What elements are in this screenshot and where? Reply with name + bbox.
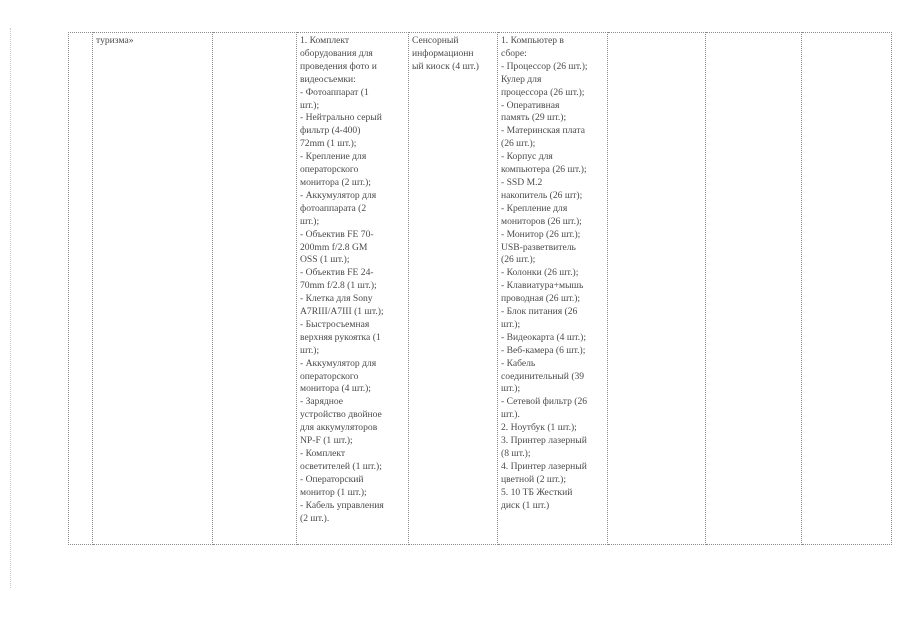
cell-line: фильтр (4-400) [300, 125, 361, 137]
cell-kiosk [409, 33, 498, 545]
cell-line: - Блок питания (26 [501, 306, 578, 318]
cell-direction [93, 33, 213, 545]
cell-line: - Веб-камера (6 шт.); [501, 344, 586, 356]
cell-line: A7RIII/A7III (1 шт.); [300, 306, 384, 318]
cell-line: верхняя рукоятка (1 [300, 331, 381, 343]
cell-line: - Кабель [501, 357, 536, 369]
cell-line: 4. Принтер лазерный [501, 460, 587, 472]
cell-line: 1. Компьютер в [501, 35, 564, 46]
cell-line: 72mm (1 шт.); [300, 138, 357, 150]
direction-text: туризма» [96, 35, 134, 46]
cell-line: 5. 10 ТБ Жесткий [501, 486, 573, 498]
cell-empty-7 [608, 33, 706, 545]
cell-line: - SSD M.2 [501, 176, 543, 188]
cell-line: (8 шт.); [501, 448, 531, 459]
cell-line: - Объектив FE 70- [300, 228, 374, 240]
cell-line: видеосъемки: [300, 73, 356, 85]
cell-line: 2. Ноутбук (1 шт.); [501, 422, 577, 434]
cell-line: - Крепление для [300, 151, 367, 163]
cell-line: 200mm f/2.8 GM [300, 241, 368, 253]
cell-line: - Аккумулятор для [300, 357, 377, 369]
cell-line: - Оперативная [501, 99, 560, 111]
cell-line: оборудования для [300, 47, 373, 59]
cell-line: - Фотоаппарат (1 [300, 86, 369, 98]
cell-line: - Кабель управления [300, 499, 384, 511]
cell-line: проводная (26 шт.); [501, 293, 581, 305]
cell-line: монитора (2 шт.); [300, 176, 371, 188]
page-margin-line [10, 28, 12, 588]
cell-line: ый киоск (4 шт.) [412, 60, 479, 72]
cell-line: устройство двойное [300, 409, 382, 421]
cell-line: - Монитор (26 шт.); [501, 228, 581, 240]
cell-line: - Крепление для [501, 202, 568, 214]
cell-line: шт.); [501, 383, 521, 395]
cell-line: соединительный (39 [501, 370, 585, 382]
cell-line: диск (1 шт.) [501, 499, 550, 511]
cell-line: мониторов (26 шт.); [501, 215, 582, 227]
cell-line: сборе: [501, 47, 527, 59]
cell-line: 70mm f/2.8 (1 шт.); [300, 280, 377, 292]
cell-line: память (29 шт.); [501, 112, 567, 124]
cell-line: компьютера (26 шт.); [501, 164, 587, 176]
cell-line: шт.); [300, 215, 320, 227]
cell-empty-3 [213, 33, 297, 545]
cell-line: - Нейтрально серый [300, 112, 382, 124]
cell-line: - Клетка для Sony [300, 293, 373, 305]
cell-line: - Аккумулятор для [300, 189, 377, 201]
cell-line: (2 шт.). [300, 512, 330, 524]
cell-line: Кулер для [501, 73, 542, 85]
cell-line: монитор (1 шт.); [300, 486, 367, 498]
cell-line: - Клавиатура+мышь [501, 280, 584, 292]
equipment-table [68, 32, 892, 545]
cell-line: накопитель (26 шт); [501, 189, 583, 201]
cell-computer-equipment [498, 33, 608, 545]
cell-line: 3. Принтер лазерный [501, 435, 587, 447]
cell-line: - Сетевой фильтр (26 [501, 396, 588, 408]
cell-line: монитора (4 шт.); [300, 383, 371, 395]
cell-line: - Зарядное [300, 396, 344, 408]
cell-line: для аккумуляторов [300, 422, 378, 434]
cell-line: - Колонки (26 шт.); [501, 267, 579, 279]
cell-line: шт.); [501, 318, 521, 330]
cell-line: - Корпус для [501, 151, 553, 163]
cell-photo-video-equipment [297, 33, 409, 545]
cell-line: шт.); [300, 344, 320, 356]
cell-line: Сенсорный [412, 35, 459, 46]
cell-line: OSS (1 шт.); [300, 254, 350, 266]
cell-number [69, 33, 93, 545]
cell-line: проведения фото и [300, 60, 377, 72]
cell-line: процессора (26 шт.); [501, 86, 585, 98]
cell-line: - Материнская плата [501, 125, 585, 137]
table-row [69, 33, 892, 545]
cell-line: операторского [300, 164, 359, 176]
cell-empty-8 [706, 33, 802, 545]
cell-line: фотоаппарата (2 [300, 202, 367, 214]
cell-line: - Комплект [300, 448, 346, 459]
cell-line: - Быстросъемная [300, 318, 370, 330]
cell-line: шт.). [501, 409, 520, 421]
cell-line: информационн [412, 47, 474, 59]
cell-line: - Объектив FE 24- [300, 267, 374, 279]
cell-line: USB-разветвитель [501, 241, 576, 253]
cell-line: - Процессор (26 шт.); [501, 60, 588, 72]
cell-line: NP-F (1 шт.); [300, 435, 353, 447]
cell-line: осветителей (1 шт.); [300, 460, 382, 472]
cell-line: - Операторский [300, 473, 364, 485]
cell-line: операторского [300, 370, 359, 382]
cell-empty-9 [802, 33, 892, 545]
cell-line: (26 шт.); [501, 254, 536, 266]
cell-line: (26 шт.); [501, 138, 536, 150]
cell-line: 1. Комплект [300, 35, 350, 46]
cell-line: - Видеокарта (4 шт.); [501, 331, 586, 343]
cell-line: цветной (2 шт.); [501, 473, 567, 485]
cell-line: шт.); [300, 99, 320, 111]
